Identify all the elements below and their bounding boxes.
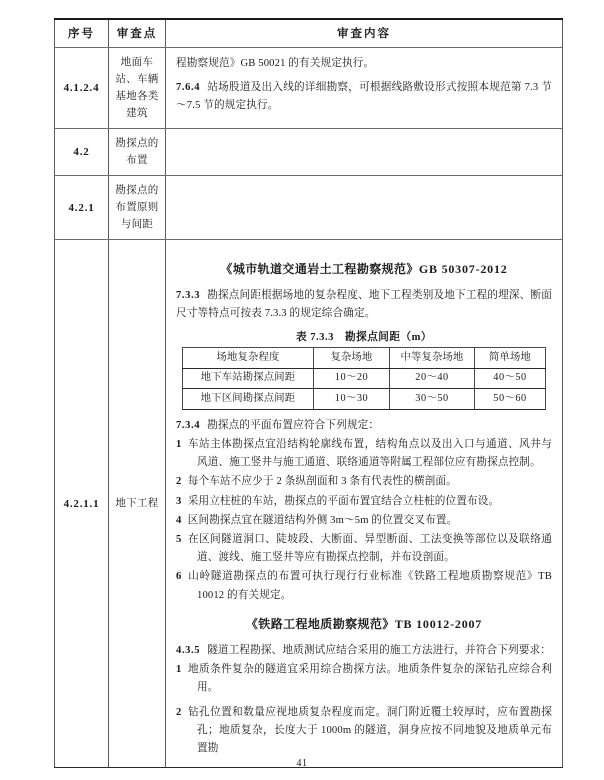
row-content [166,240,563,768]
clause-734-item-6 [176,568,552,604]
item-number: 6 [176,571,182,583]
item-text: 钻孔位置和数量应视地质复杂程度而定。洞门附近覆土较厚时，应布置勘探孔；地质复杂，长度大于 1000m 的隧道，洞身应按不同地貌及地质单元布置勘 [187,706,552,754]
row-content [166,48,563,129]
row-point: 勘探点的布置原则与间距 [109,176,166,240]
clause-number: 7.6.4 [176,82,201,94]
table-row [55,48,563,129]
spec-header-row [183,348,546,368]
clause-734-item-2 [176,473,552,491]
clause-435 [176,642,552,660]
row-no: 4.2.1 [55,176,109,240]
column-header-no: 序号 [55,19,109,48]
clause-number: 4.3.5 [176,644,201,656]
item-text: 采用立柱桩的车站，勘探点的平面布置宜结合立柱桩的位置布设。 [187,495,500,507]
clause-764 [176,79,552,115]
standard-title-2-cn: 《铁路工程地质勘察规范》 [245,616,395,631]
item-text: 车站主体勘探点宜沿结构轮廓线布置，结构角点以及出入口与通道、风井与风道、施工竖井与施工通道、联络通道等附属工程部位应有勘探点控制。 [187,438,552,469]
row-no: 4.2 [55,129,109,176]
clause-number: 7.3.4 [176,419,201,431]
clause-733 [176,287,552,323]
spec-value: 30～50 [390,389,475,409]
standard-title-1-cn: 《城市轨道交通岩土工程勘察规范》 [220,262,419,276]
review-table [54,18,563,768]
paragraph-continuation: 程勘察规范》GB 50021 的有关规定执行。 [176,58,375,69]
spec-data-row [183,368,546,388]
clause-734-item-1 [176,436,552,472]
clause-734 [176,417,552,435]
item-number: 1 [176,438,182,450]
spec-value: 10～20 [314,368,390,388]
item-number: 4 [176,514,182,526]
standard-title-2 [176,615,552,633]
spec-row-label: 地下区间勘探点间距 [183,389,314,409]
row-no: 4.2.1.1 [55,240,109,768]
table-row [55,240,563,768]
item-number: 2 [176,476,182,488]
spec-value: 10～30 [314,389,390,409]
clause-number: 7.3.3 [176,290,201,301]
clause-text: 勘探点间距根据场地的复杂程度、地下工程类别及地下工程的埋深、断面尺寸等特点可按表 7.3.3 的规定综合确定。 [176,290,552,320]
spec-value: 40～50 [475,368,546,388]
spec-header-2: 中等复杂场地 [390,348,475,368]
item-text: 区间勘探点宜在隧道结构外侧 3m～5m 的位置交叉布置。 [187,514,458,526]
item-text: 山岭隧道勘探点的布置可执行现行行业标准《铁路工程地质勘察规范》TB 10012 的有关规定。 [187,571,552,601]
spec-value: 50～60 [475,389,546,409]
spacing-spec-table [182,347,546,409]
clause-435-item-2 [176,704,552,759]
item-text: 在区间隧道洞口、陡坡段、大断面、异型断面、工法变换等部位以及联络通道、渡线、施工竖井等应有勘探点控制，并布设剖面。 [187,533,552,564]
row-no: 4.1.2.4 [55,48,109,129]
item-text: 每个车站不应少于 2 条纵剖面和 3 条有代表性的横剖面。 [187,476,457,488]
spec-header-0: 场地复杂程度 [183,348,314,368]
row-content-empty [166,129,563,176]
spec-header-1: 复杂场地 [314,348,390,368]
spec-table-caption: 表 7.3.3 勘探点间距（m） [295,332,432,344]
column-header-point: 审查点 [109,19,166,48]
item-number: 3 [176,495,182,507]
row-point: 地下工程 [109,240,166,768]
clause-435-item-1 [176,661,552,697]
item-text: 地质条件复杂的隧道宜采用综合勘探方法。地质条件复杂的深钻孔应综合利用。 [187,664,552,694]
standard-title-1 [176,260,552,278]
standard-title-2-code: TB 10012-2007 [394,616,483,631]
clause-734-item-3 [176,493,552,511]
clause-734-item-4 [176,512,552,530]
table-header-row [55,19,563,48]
clause-734-item-5 [176,531,552,567]
row-point: 勘探点的布置 [109,129,166,176]
item-number: 1 [176,664,182,676]
clause-text: 站场股道及出入线的详细勘察，可根据线路敷设形式按照本规范第 7.3 节～7.5 节的规定执行。 [176,82,552,112]
spec-row-label: 地下车站勘探点间距 [183,368,314,388]
item-number: 5 [176,533,182,545]
clause-text: 隧道工程勘探、地质测试应结合采用的施工方法进行，并符合下列要求： [207,644,551,656]
spec-value: 20～40 [390,368,475,388]
column-header-content: 审查内容 [166,19,563,48]
table-row [55,176,563,240]
row-point: 地面车站、车辆基地各类建筑 [109,48,166,129]
clause-text: 勘探点的平面布置应符合下列规定： [207,419,380,431]
page-number: 41 [296,758,308,769]
spec-header-3: 简单场地 [475,348,546,368]
standard-title-1-code: GB 50307-2012 [418,262,508,276]
row-content-empty [166,176,563,240]
table-row [55,129,563,176]
spec-data-row [183,389,546,409]
item-number: 2 [176,706,182,718]
